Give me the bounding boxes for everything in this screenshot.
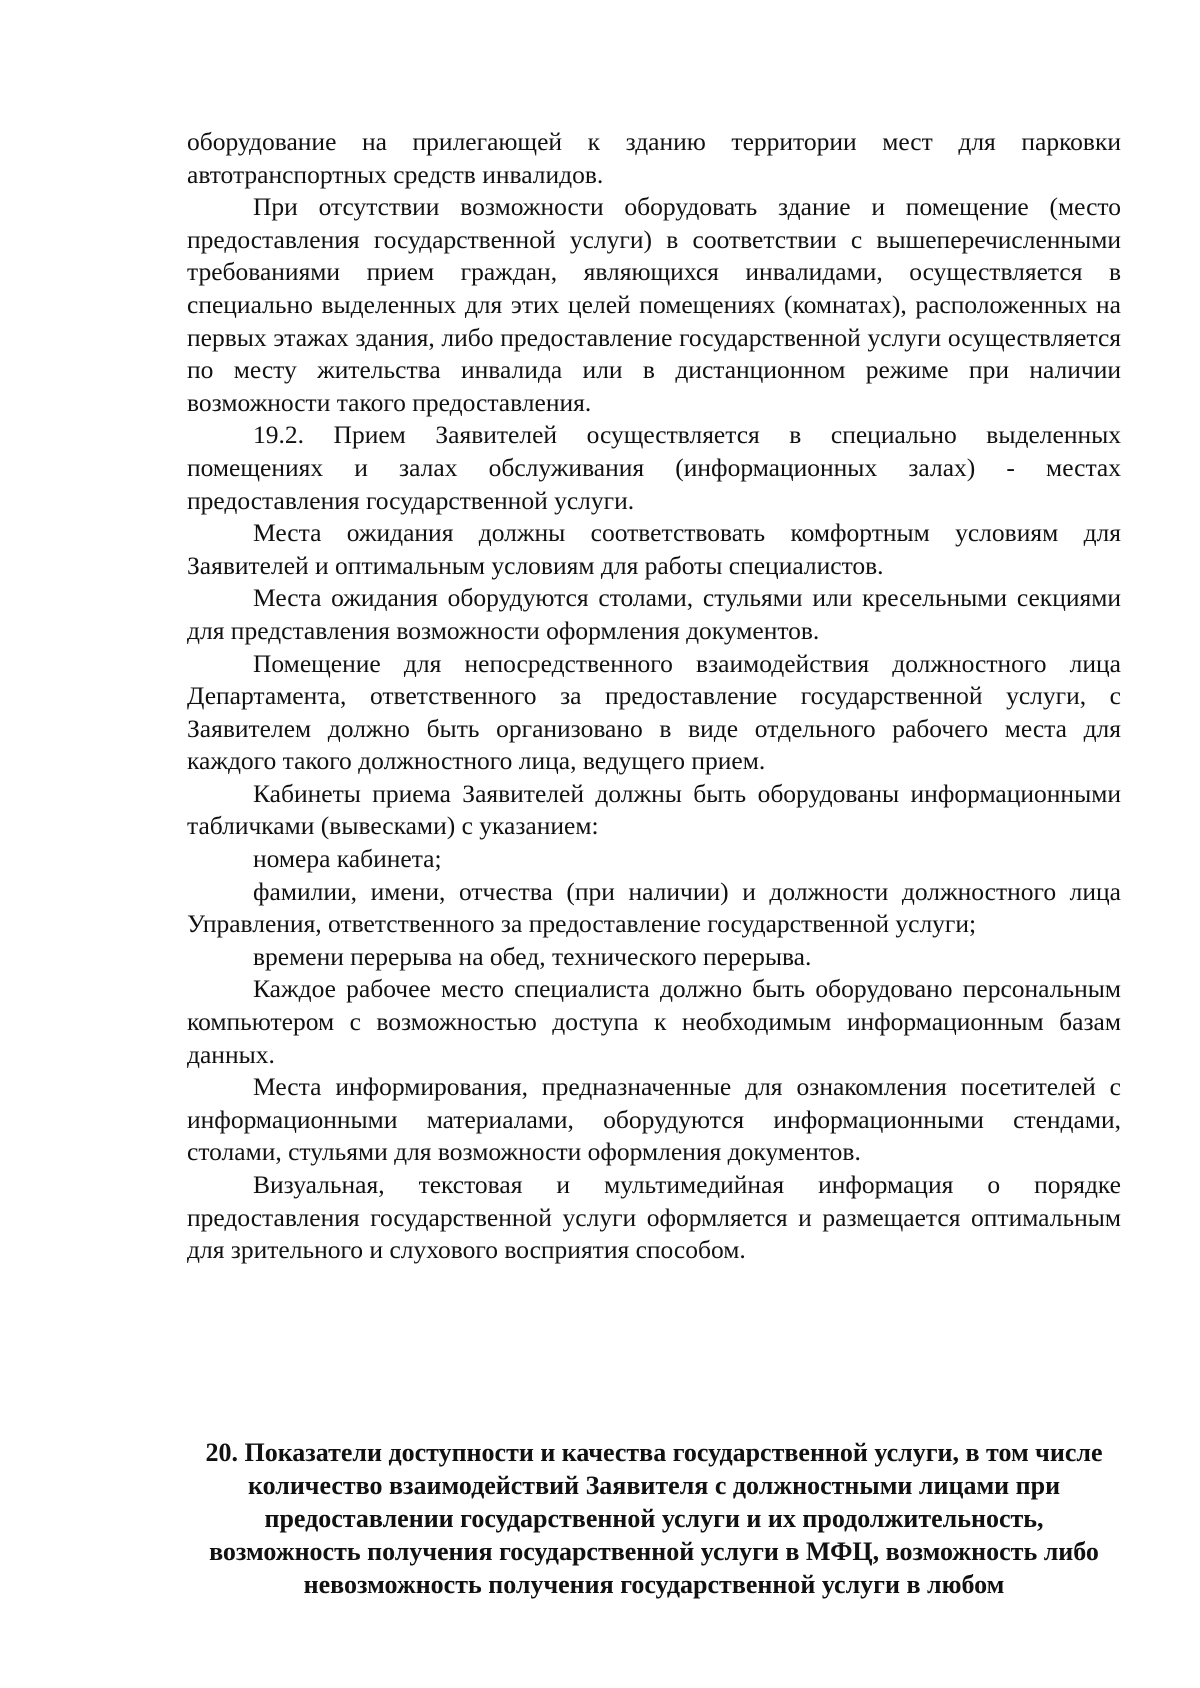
- paragraph-workplace: Каждое рабочее место специалиста должно быть оборудовано персональным компьютером с возможностью доступа к необходимым информационным базам данных.: [187, 974, 1121, 1069]
- paragraph-parking: оборудование на прилегающей к зданию территории мест для парковки автотранспортных средств инвалидов.: [187, 127, 1121, 189]
- paragraph-disabled-reception: При отсутствии возможности оборудовать здание и помещение (место предоставления государственной услуги) в соответствии с вышеперечисленными требованиями прием граждан, являющихся инвалидами, осуществляется в специально выделенных для этих целей помещениях (комнатах), расположенных на первых этажах здания, либо предоставление государственной услуги осуществляется по месту жительства инвалида или в дистанционном режиме при наличии возможности такого предоставления.: [187, 192, 1121, 417]
- paragraph-room-number: номера кабинета;: [253, 844, 442, 874]
- paragraph-waiting-conditions: Места ожидания должны соответствовать комфортным условиям для Заявителей и оптимальным условиям для работы специалистов.: [187, 518, 1121, 580]
- paragraph-visual-info: Визуальная, текстовая и мультимедийная информация о порядке предоставления государственной услуги оформляется и размещается оптимальным для зрительного и слухового восприятия способом.: [187, 1170, 1121, 1265]
- paragraph-official-name: фамилии, имени, отчества (при наличии) и должности должностного лица Управления, ответственного за предоставление государственной услуги;: [187, 876, 1121, 939]
- paragraph-info-places: Места информирования, предназначенные для ознакомления посетителей с информационными материалами, оборудуются информационными стендами, столами, стульями для возможности оформления документов.: [187, 1072, 1121, 1167]
- section-heading-20: 20. Показатели доступности и качества государственной услуги, в том числе количество взаимодействий Заявителя с должностными лицами при предоставлении государственной услуги и их продолжительность, возможность получения государственной услуги в МФЦ, возможность либо невозможность получения государственной услуги в любом: [205, 1438, 1103, 1599]
- document-body: [187, 126, 1121, 1267]
- paragraph-19-2: 19.2. Прием Заявителей осуществляется в специально выделенных помещениях и залах обслуживания (информационных залах) - местах предоставления государственной услуги.: [187, 420, 1121, 515]
- paragraph-waiting-furniture: Места ожидания оборудуются столами, стульями или кресельными секциями для представления возможности оформления документов.: [187, 583, 1121, 645]
- paragraph-office-signs: Кабинеты приема Заявителей должны быть оборудованы информационными табличками (вывесками) с указанием:: [187, 778, 1121, 841]
- paragraph-break-time: времени перерыва на обед, технического перерыва.: [253, 941, 812, 971]
- paragraph-interaction-room: Помещение для непосредственного взаимодействия должностного лица Департамента, ответственного за предоставление государственной услуги, с Заявителем должно быть организовано в виде отдельного рабочего места для каждого такого должностного лица, ведущего прием.: [187, 648, 1121, 776]
